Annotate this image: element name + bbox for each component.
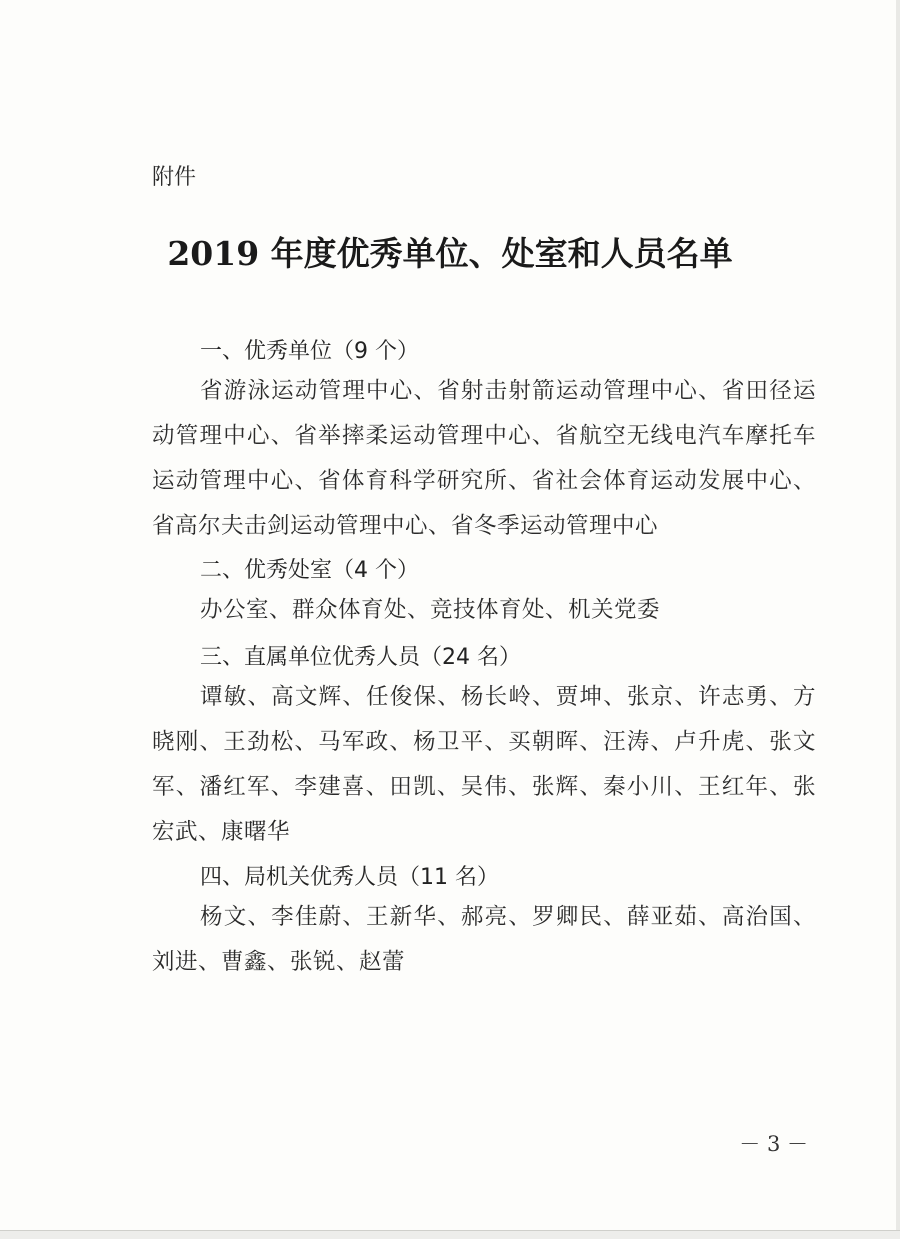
- page-number: － 3 －: [739, 1132, 808, 1156]
- section-heading-units: 一、优秀单位（9 个）: [200, 339, 419, 364]
- section-heading-offices: 二、优秀处室（4 个）: [200, 558, 419, 583]
- section-heading-affiliated-staff: 三、直属单位优秀人员（24 名）: [200, 645, 521, 670]
- scan-edge-bottom: [0, 1230, 900, 1239]
- section-content-bureau-staff: 杨文、李佳蔚、王新华、郝亮、罗卿民、薛亚茹、高治国、刘进、曹鑫、张锐、赵蕾: [152, 904, 816, 975]
- section-content-units: 省游泳运动管理中心、省射击射箭运动管理中心、省田径运动管理中心、省举摔柔运动管理中心、省航空无线电汽车摩托车运动管理中心、省体育科学研究所、省社会体育运动发展中心、省高尔夫击剑运动管理中心、省冬季运动管理中心: [152, 378, 816, 539]
- section-content-offices: 办公室、群众体育处、竞技体育处、机关党委: [200, 597, 661, 623]
- section-heading-bureau-staff: 四、局机关优秀人员（11 名）: [200, 865, 499, 890]
- attachment-label: 附件: [152, 165, 197, 190]
- document-title: 2019 年度优秀单位、处室和人员名单: [167, 234, 733, 273]
- section-content-affiliated-staff: 谭敏、高文辉、任俊保、杨长岭、贾坤、张京、许志勇、方晓刚、王劲松、马军政、杨卫平、买朝晖、汪涛、卢升虎、张文军、潘红军、李建喜、田凯、吴伟、张辉、秦小川、王红年、张宏武、康曙华: [152, 684, 816, 845]
- scan-edge-right: [896, 0, 900, 1239]
